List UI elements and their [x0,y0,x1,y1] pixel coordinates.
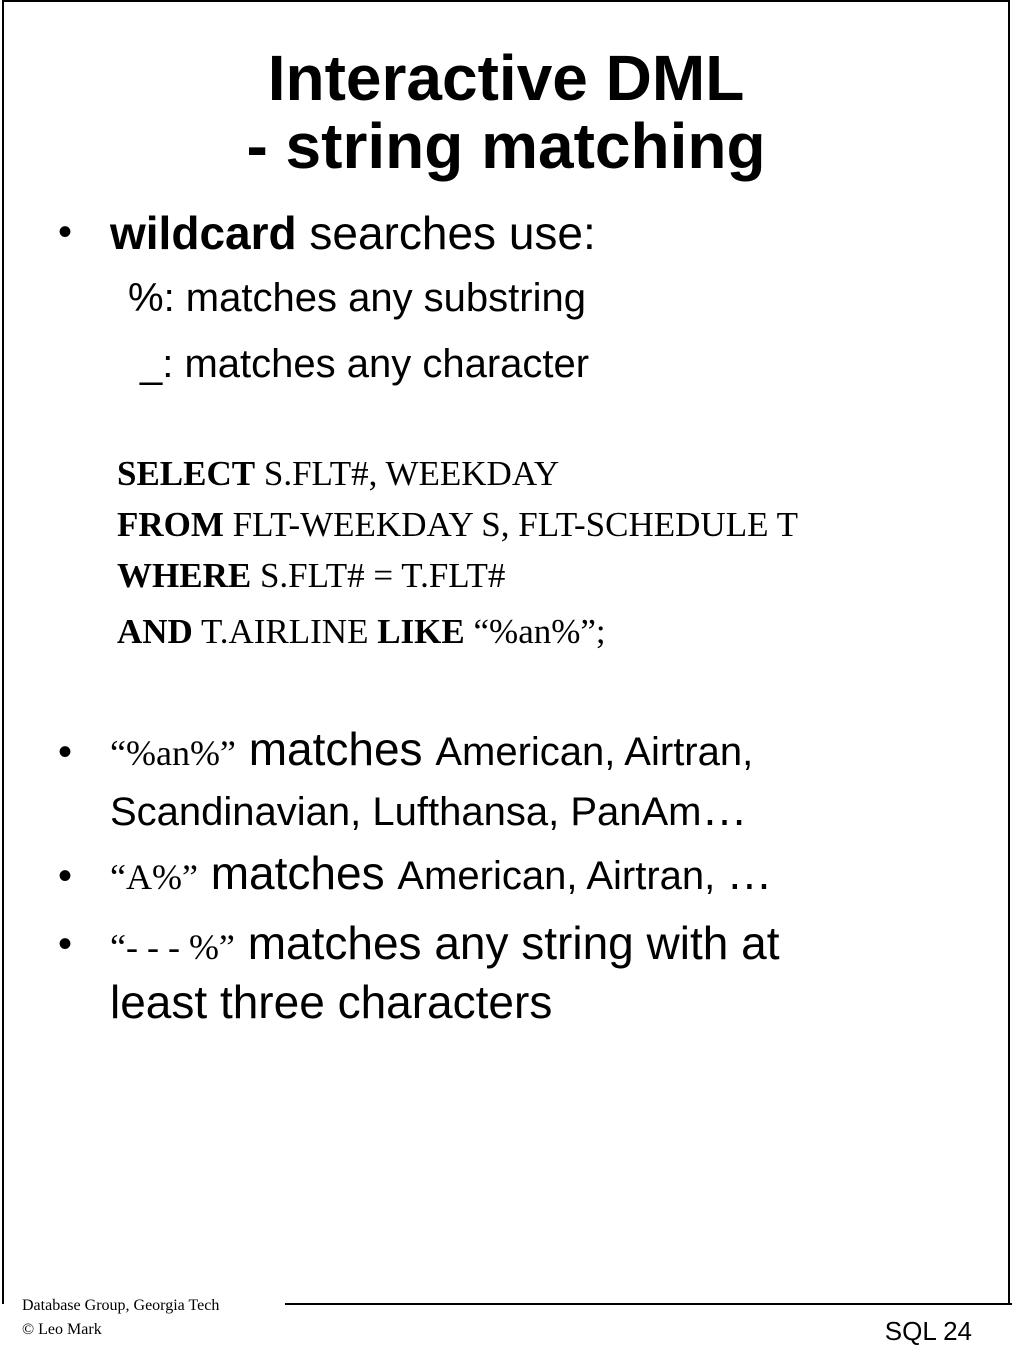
sql-keyword-from: FROM [117,505,224,544]
example-three-pattern: “- - - %” [110,927,235,967]
example-a-ellipsis: … [726,847,773,899]
example-three-verb: matches any string with at [234,917,780,969]
footer-rule [285,1303,1012,1305]
example-an-matches: American, Airtran, [435,730,754,774]
sql-and-column: T.AIRLINE [192,612,378,651]
example-three-line-1 [110,916,780,970]
title-line-1: Interactive DML [267,42,745,114]
sql-line-from [117,505,798,545]
footer-org: Database Group, Georgia Tech [22,1297,220,1314]
example-an-matches-cont: Scandinavian, Lufthansa, PanAm [110,790,702,834]
bullet-dot: • [58,922,73,966]
sql-keyword-and: AND [117,612,193,651]
example-three-line-2: least three characters [110,976,553,1028]
example-an-ellipsis: … [701,783,748,835]
page-number: SQL 24 [884,1316,972,1346]
sql-line-where [117,556,505,596]
subitem-underscore: _: matches any character [140,342,590,386]
sql-keyword-like: LIKE [377,612,465,651]
example-an-line-2 [110,782,748,836]
footer-copyright: © Leo Mark [22,1321,102,1338]
subitem-percent: %: matches any substring [128,276,586,320]
bullet-wildcard [110,206,596,260]
example-a-verb: matches [197,847,398,899]
sql-from-list: FLT-WEEKDAY S, FLT-SCHEDULE T [223,505,798,544]
example-a-pattern: “A%” [110,857,198,897]
bullet-dot: • [58,854,73,898]
sql-keyword-where: WHERE [117,556,252,595]
bullet-dot: • [58,210,73,254]
example-a-matches: American, Airtran, [397,854,727,898]
title-line-2: - string matching [246,110,766,182]
example-an-pattern: “%an%” [110,733,236,773]
sql-like-pattern: “%an%”; [464,612,606,651]
slide-frame [2,0,1010,1304]
sql-select-list: S.FLT#, WEEKDAY [255,454,560,493]
example-an-line-1 [110,722,753,776]
bullet-dot: • [58,730,73,774]
example-a-line [110,846,772,900]
example-an-verb: matches [235,723,436,775]
sql-keyword-select: SELECT [117,454,256,493]
sql-where-condition: S.FLT# = T.FLT# [251,556,506,595]
bullet-wildcard-text: searches use: [296,207,596,259]
sql-line-and [117,612,606,652]
bullet-wildcard-bold: wildcard [110,207,297,259]
slide-title [0,44,1012,180]
sql-line-select [117,454,559,494]
